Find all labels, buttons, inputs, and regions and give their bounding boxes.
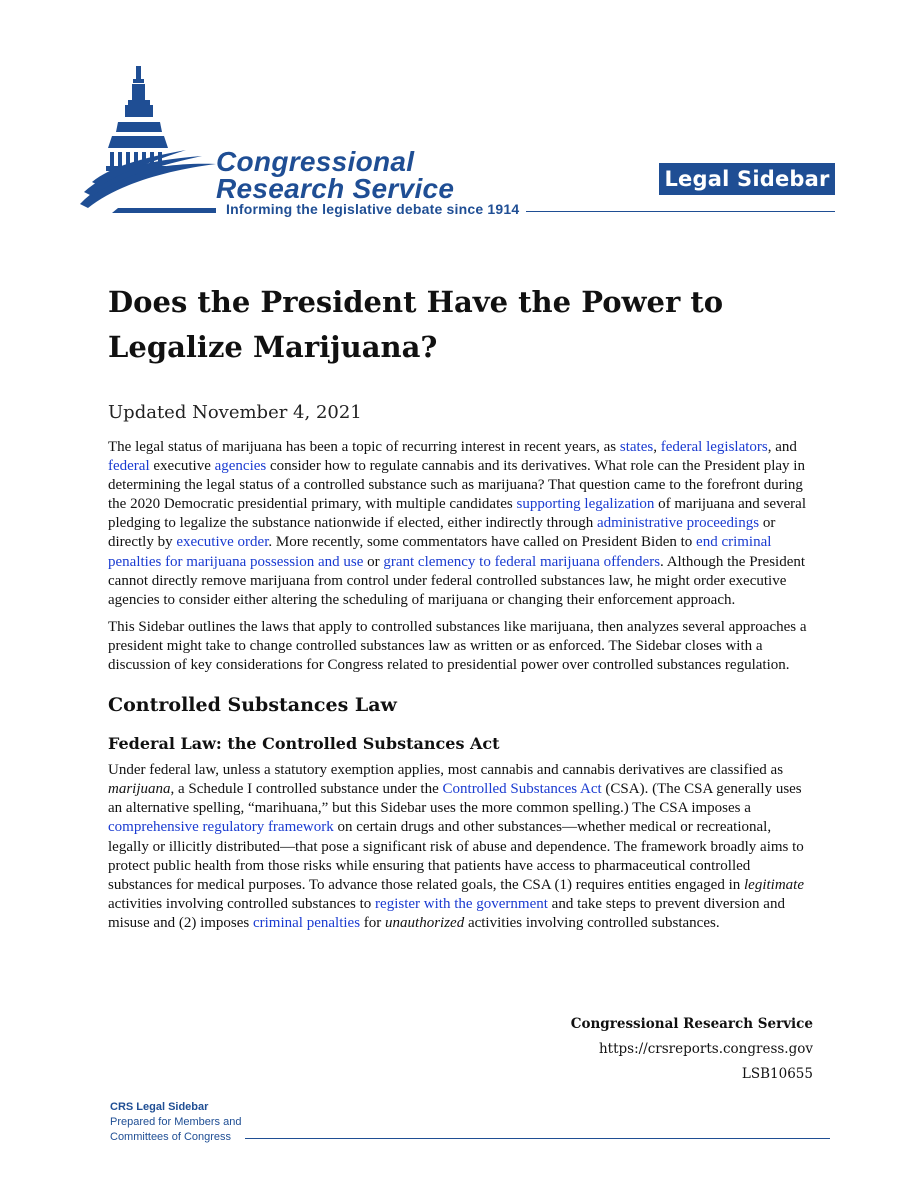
inline-link[interactable]: federal — [108, 458, 150, 475]
org-tagline: Informing the legislative debate since 1914 — [226, 201, 520, 217]
org-name — [216, 148, 454, 202]
bottom-label — [110, 1100, 241, 1145]
paragraph-intro — [108, 438, 814, 610]
inline-link[interactable]: register with the government — [375, 895, 548, 912]
footer-report-code: LSB10655 — [741, 1066, 813, 1082]
text-run: . Although the President cannot directly remove marijuana from control under federal controlled substances law, he might order executive agencies to consider either altering the scheduling of marijuana or changing their enforcement approach. — [108, 553, 806, 608]
inline-link[interactable]: comprehensive regulatory framework — [108, 819, 334, 836]
inline-link[interactable]: federal legislators — [660, 439, 768, 455]
subsection-heading: Federal Law: the Controlled Substances Act — [108, 734, 500, 754]
emphasis-text: legitimate — [744, 876, 804, 893]
header-divider — [526, 211, 835, 212]
document-title: Does the President Have the Power to Legalize Marijuana? — [108, 285, 724, 364]
bottom-divider — [245, 1138, 830, 1139]
text-run: , a Schedule I controlled substance under the — [170, 781, 443, 798]
inline-link[interactable]: agencies — [214, 458, 267, 475]
text-run: or directly by — [108, 515, 776, 551]
section-heading: Controlled Substances Law — [108, 694, 397, 717]
text-run: Under federal law, unless a statutory exemption applies, most cannabis and cannabis derivatives are classified as — [108, 762, 784, 779]
page-footer — [571, 1012, 813, 1087]
text-run: , and — [767, 439, 797, 455]
emphasis-text: marijuana — [108, 781, 171, 798]
text-run: The legal status of marijuana has been a topic of recurring interest in recent years, as — [108, 439, 620, 455]
inline-link[interactable]: states — [619, 439, 654, 455]
inline-link[interactable]: supporting legalization — [516, 496, 655, 513]
text-run: on certain drugs and other substances—whether medical or recreational, legally or illicitly distributed—that pose a significant risk of abuse and dependence. The framework broadly aims to protect public health from those risks while ensuring that patients have access to pharmaceutical controlled substances for medical purposes. To advance those related goals, the CSA (1) requires entities engaged in — [108, 819, 804, 893]
legal-sidebar-badge: Legal Sidebar — [659, 163, 835, 195]
inline-link[interactable]: grant clemency to federal marijuana offenders — [383, 553, 661, 570]
footer-url[interactable]: https://crsreports.congress.gov — [598, 1041, 813, 1057]
text-run: activities involving controlled substances to — [108, 895, 376, 912]
inline-link[interactable]: end criminal penalties for marijuana possession and use — [108, 534, 772, 570]
text-run: (CSA). (The CSA generally uses an alternative spelling, “marihuana,” but this Sidebar uses the more common spelling.) The CSA imposes a — [108, 781, 802, 817]
text-run: for — [360, 914, 386, 931]
bottom-label-title: CRS Legal Sidebar — [110, 1101, 209, 1113]
inline-link[interactable]: administrative proceedings — [597, 515, 760, 532]
paragraph-overview — [108, 618, 814, 675]
updated-date: Updated November 4, 2021 — [108, 402, 362, 423]
inline-link[interactable]: criminal penalties — [252, 914, 361, 931]
page-header — [0, 0, 920, 240]
footer-org: Congressional Research Service — [570, 1016, 813, 1032]
paragraph-csa — [108, 761, 814, 933]
inline-link[interactable]: executive order — [176, 534, 269, 551]
text-run: executive — [149, 458, 215, 475]
text-run: consider how to regulate cannabis and its derivatives. What role can the President play in determining the legal status of a controlled substance such as marijuana? That question came to the forefront during the 2020 Democratic presidential primary, with multiple candidates — [108, 458, 805, 513]
capitol-dome-icon — [78, 62, 218, 214]
bottom-label-line2: Committees of Congress — [110, 1131, 232, 1143]
bottom-label-line1: Prepared for Members and — [110, 1116, 242, 1128]
text-run: , — [653, 439, 661, 455]
text-run: . More recently, some commentators have called on President Biden to — [268, 534, 697, 551]
text-run: This Sidebar outlines the laws that apply to controlled substances like marijuana, then analyzes several approaches a president might take to change controlled substances law as written or as enforced. The Sidebar closes with a discussion of key considerations for Congress related to presidential power over controlled substances regulation. — [108, 618, 807, 674]
text-run: or — [363, 553, 384, 570]
text-run: and take steps to prevent diversion and misuse and (2) imposes — [108, 895, 785, 931]
org-name-line2: Research Service — [216, 173, 455, 204]
document-body — [108, 438, 814, 941]
org-name-line1: Congressional — [216, 146, 415, 177]
emphasis-text: unauthorized — [385, 914, 465, 931]
text-run: activities involving controlled substances. — [464, 914, 720, 931]
inline-link[interactable]: Controlled Substances Act — [442, 781, 602, 798]
text-run: of marijuana and several pledging to legalize the substance nationwide if elected, either indirectly through — [108, 496, 806, 532]
